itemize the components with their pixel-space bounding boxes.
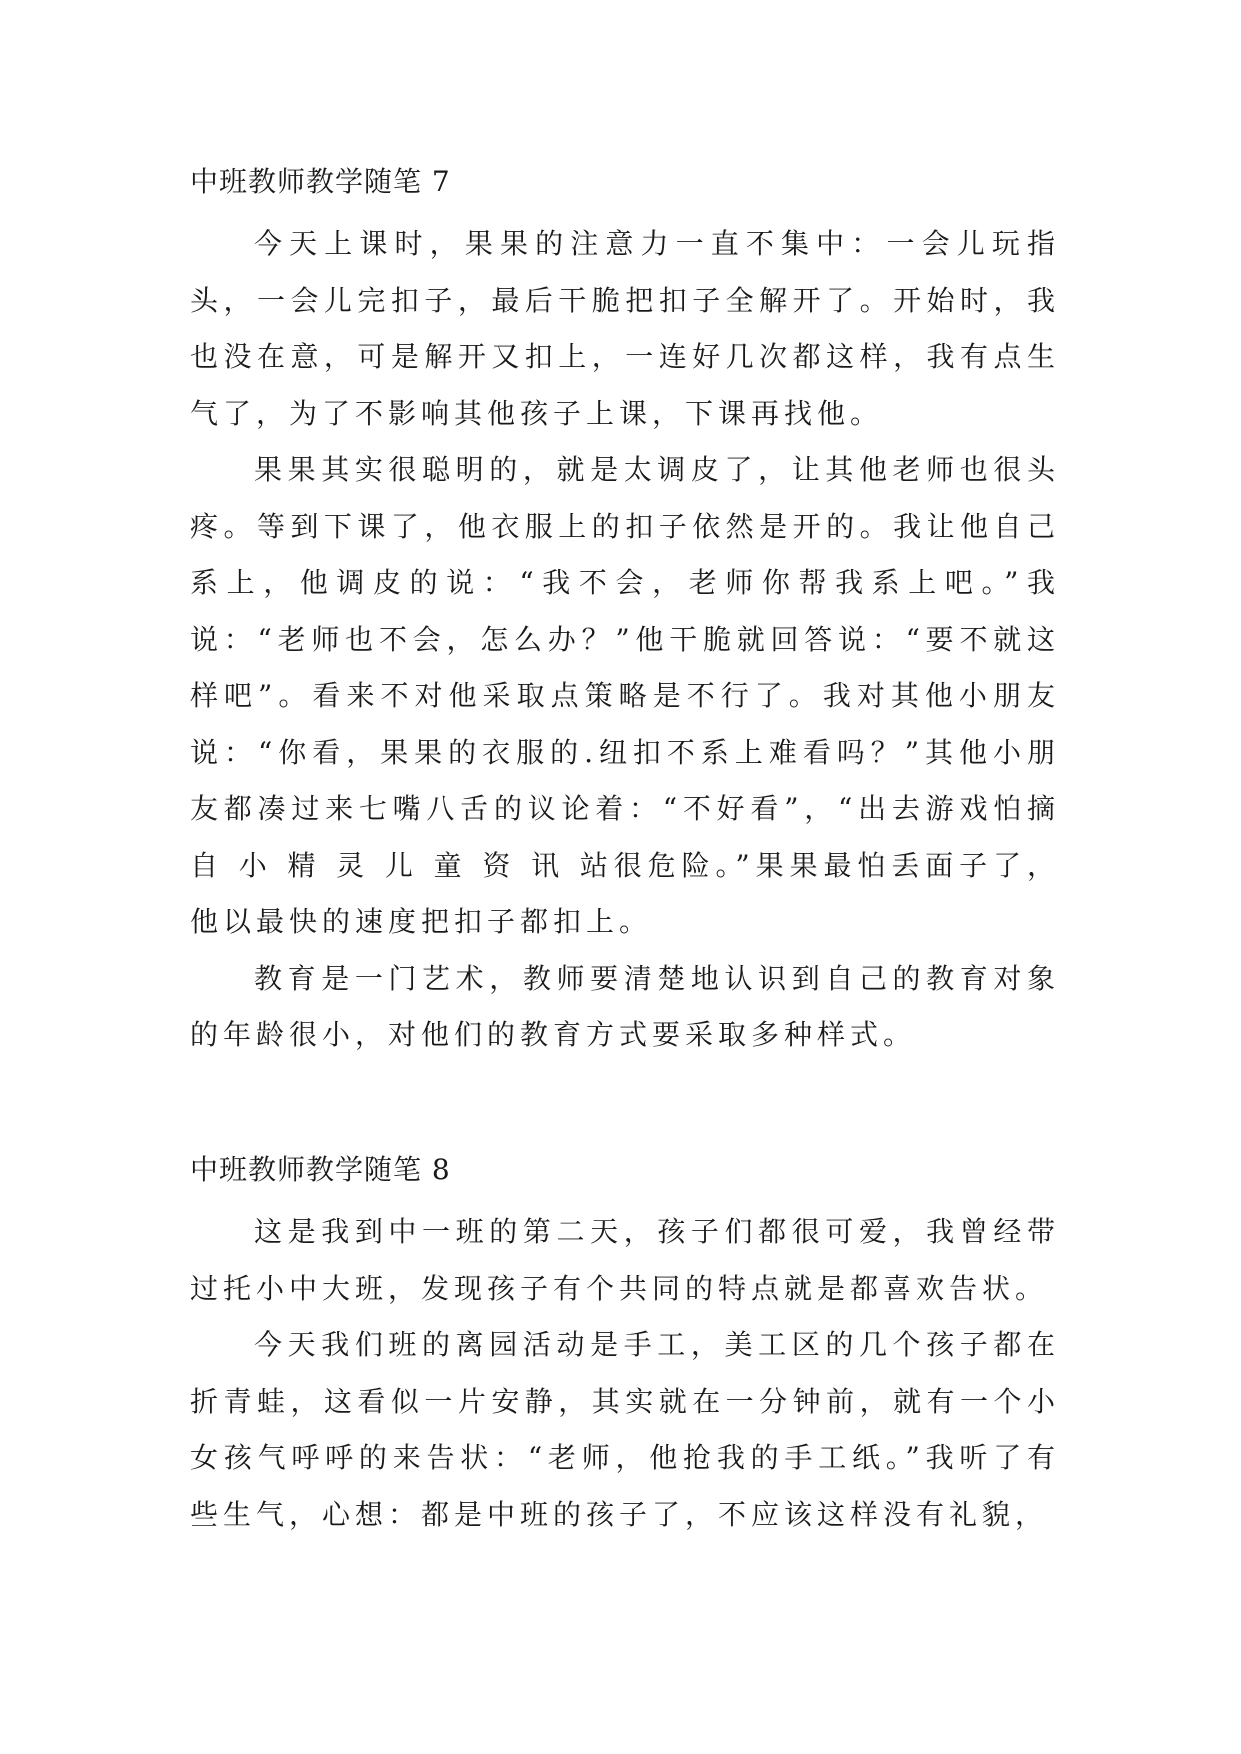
essay-section-7 [190, 160, 1060, 1064]
section-title: 中班教师教学随笔 8 [190, 1153, 451, 1186]
paragraph: 这是我到中一班的第二天，孩子们都很可爱，我曾经带过托小中大班，发现孩子有个共同的特点就是都喜欢告状。 [190, 1215, 1060, 1305]
section-title: 中班教师教学随笔 7 [190, 165, 451, 198]
essay-section-8 [190, 1148, 1060, 1543]
paragraph: 今天我们班的离园活动是手工，美工区的几个孩子都在折青蛙，这看似一片安静，其实就在一分钟前，就有一个小女孩气呼呼的来告状：“老师，他抢我的手工纸。”我听了有些生气，心想：都是中班的孩子了，不应该这样没有礼貌， [190, 1328, 1060, 1531]
paragraph: 教育是一门艺术，教师要清楚地认识到自己的教育对象的年龄很小，对他们的教育方式要采取多种样式。 [190, 961, 1060, 1051]
paragraph: 今天上课时，果果的注意力一直不集中：一会儿玩指头，一会儿完扣子，最后干脆把扣子全解开了。开始时，我也没在意，可是解开又扣上，一连好几次都这样，我有点生气了，为了不影响其他孩子上课，下课再找他。 [190, 227, 1060, 430]
paragraph: 果果其实很聪明的，就是太调皮了，让其他老师也很头疼。等到下课了，他衣服上的扣子依然是开的。我让他自己系上，他调皮的说：“我不会，老师你帮我系上吧。”我说：“老师也不会，怎么办？”他干脆就回答说：“要不就这样吧”。看来不对他采取点策略是不行了。我对其他小朋友说：“你看，果果的衣服的.纽扣不系上难看吗？”其他小朋友都凑过来七嘴八舌的议论着：“不好看”，“出去游戏怕摘 自 小 精 灵 儿 童 资 讯 站很危险。”果果最怕丢面子了，他以最快的速度把扣子都扣上。 [190, 453, 1060, 938]
